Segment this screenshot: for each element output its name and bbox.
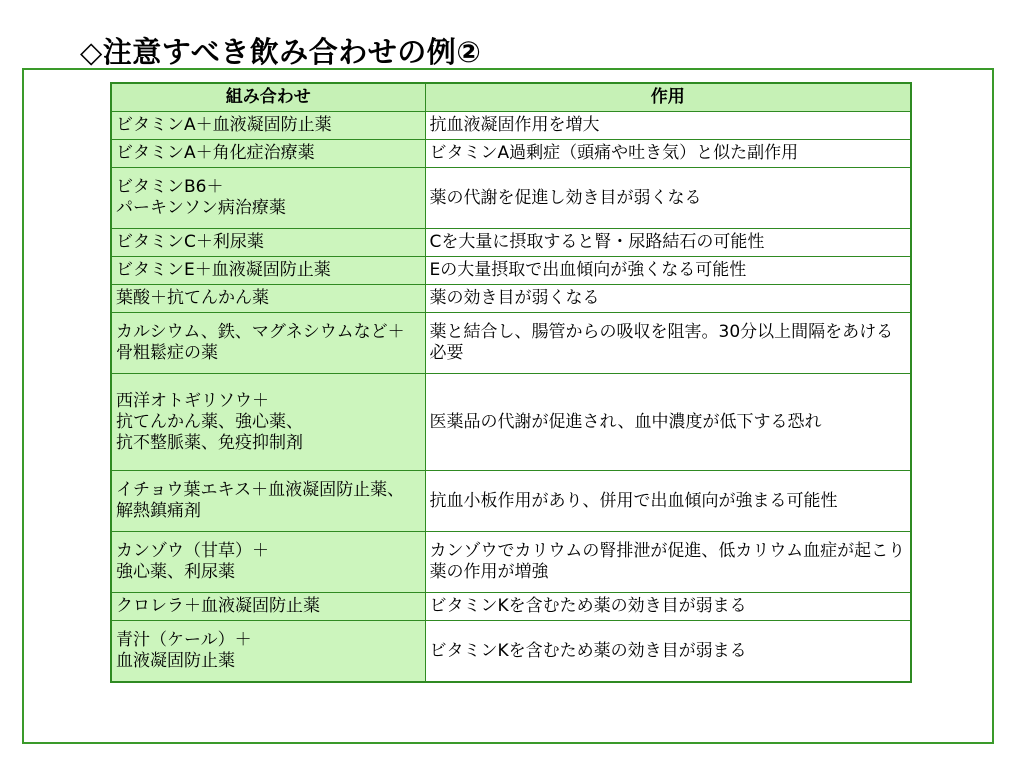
effect-cell: ビタミンKを含むため薬の効き目が弱まる bbox=[425, 593, 911, 621]
table-row bbox=[111, 593, 911, 621]
effect-cell: カンゾウでカリウムの腎排泄が促進、低カリウム血症が起こり薬の作用が増強 bbox=[425, 532, 911, 593]
effect-cell: 医薬品の代謝が促進され、血中濃度が低下する恐れ bbox=[425, 374, 911, 471]
table-row bbox=[111, 168, 911, 229]
table-row bbox=[111, 229, 911, 257]
effect-cell: 抗血小板作用があり、併用で出血傾向が強まる可能性 bbox=[425, 471, 911, 532]
slide-title: ◇注意すべき飲み合わせの例② bbox=[80, 35, 482, 69]
header-combination: 組み合わせ bbox=[111, 83, 425, 112]
effect-cell: ビタミンA過剰症（頭痛や吐き気）と似た副作用 bbox=[425, 140, 911, 168]
table-row bbox=[111, 374, 911, 471]
effect-cell: 薬と結合し、腸管からの吸収を阻害。30分以上間隔をあける必要 bbox=[425, 313, 911, 374]
table-header-row bbox=[111, 83, 911, 112]
combination-cell: ビタミンA＋角化症治療薬 bbox=[111, 140, 425, 168]
combination-cell: クロレラ＋血液凝固防止薬 bbox=[111, 593, 425, 621]
table-row bbox=[111, 140, 911, 168]
combination-cell: イチョウ葉エキス＋血液凝固防止薬、解熱鎮痛剤 bbox=[111, 471, 425, 532]
combination-cell: ビタミンA＋血液凝固防止薬 bbox=[111, 112, 425, 140]
table-row bbox=[111, 112, 911, 140]
effect-cell: 抗血液凝固作用を増大 bbox=[425, 112, 911, 140]
effect-cell: Eの大量摂取で出血傾向が強くなる可能性 bbox=[425, 257, 911, 285]
combination-cell: ビタミンC＋利尿薬 bbox=[111, 229, 425, 257]
combination-cell: 葉酸＋抗てんかん薬 bbox=[111, 285, 425, 313]
table-row bbox=[111, 313, 911, 374]
table-row bbox=[111, 621, 911, 683]
effect-cell: 薬の効き目が弱くなる bbox=[425, 285, 911, 313]
combination-cell: 青汁（ケール）＋ 血液凝固防止薬 bbox=[111, 621, 425, 683]
combination-cell: カルシウム、鉄、マグネシウムなど＋骨粗鬆症の薬 bbox=[111, 313, 425, 374]
effect-cell: ビタミンKを含むため薬の効き目が弱まる bbox=[425, 621, 911, 683]
table-row bbox=[111, 471, 911, 532]
combination-cell: 西洋オトギリソウ＋ 抗てんかん薬、強心薬、 抗不整脈薬、免疫抑制剤 bbox=[111, 374, 425, 471]
table-row bbox=[111, 532, 911, 593]
combination-cell: ビタミンE＋血液凝固防止薬 bbox=[111, 257, 425, 285]
table-row bbox=[111, 285, 911, 313]
combination-cell: ビタミンB6＋ パーキンソン病治療薬 bbox=[111, 168, 425, 229]
effect-cell: 薬の代謝を促進し効き目が弱くなる bbox=[425, 168, 911, 229]
interaction-table bbox=[110, 82, 912, 683]
combination-cell: カンゾウ（甘草）＋ 強心薬、利尿薬 bbox=[111, 532, 425, 593]
effect-cell: Cを大量に摂取すると腎・尿路結石の可能性 bbox=[425, 229, 911, 257]
table-row bbox=[111, 257, 911, 285]
header-effect: 作用 bbox=[425, 83, 911, 112]
